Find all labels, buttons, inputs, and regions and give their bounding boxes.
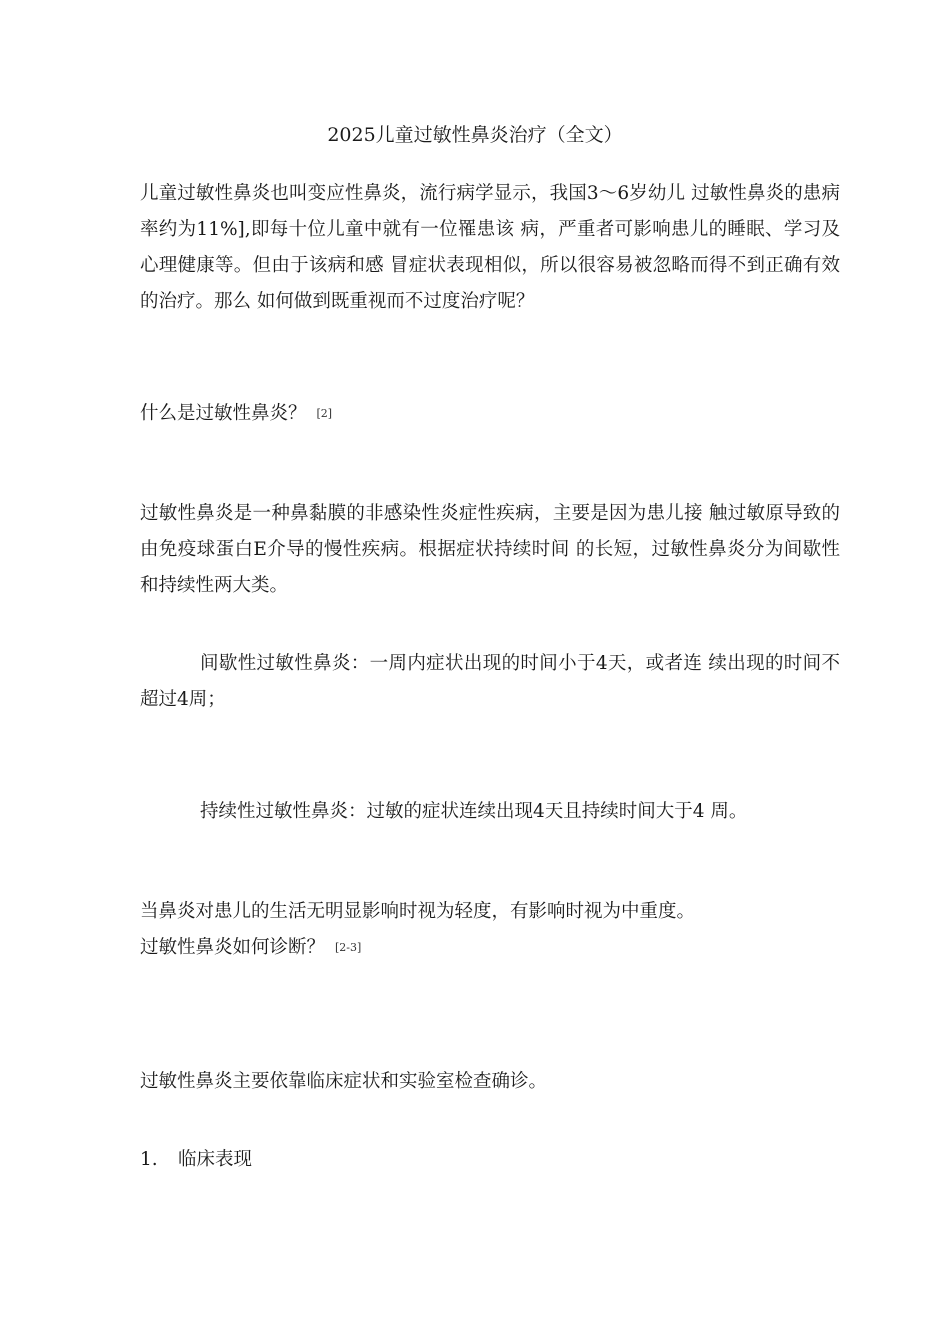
document-title: 2025儿童过敏性鼻炎治疗（全文） [327,124,623,146]
intermittent-paragraph: 间歇性过敏性鼻炎：一周内症状出现的时间小于4天，或者连 续出现的时间不超过4周； [140,653,840,710]
reference-marker: [2] [316,407,333,420]
definition-paragraph: 过敏性鼻炎是一种鼻黏膜的非感染性炎症性疾病，主要是因为患儿接 触过敏原导致的由免疫球蛋白E介导的慢性疾病。根据症状持续时间 的长短，过敏性鼻炎分为间歇性和持续性两大类。 [140,503,840,596]
section-heading-text: 什么是过敏性鼻炎？ [140,403,307,424]
list-item-clinical [140,1146,840,1174]
intro-paragraph: 儿童过敏性鼻炎也叫变应性鼻炎，流行病学显示，我国3〜6岁幼儿 过敏性鼻炎的患病率约为11%],即每十位儿童中就有一位罹患该 病，严重者可影响患儿的睡眠、学习及心理健康等。但由于该病和感 冒症状表现相似，所以很容易被忽略而得不到正确有效的治疗。那么 如何做到既重视而不过度治疗呢？ [140,183,840,312]
reference-marker: [2-3] [335,941,362,954]
diagnosis-paragraph: 过敏性鼻炎主要依靠临床症状和实验室检查确诊。 [140,1071,548,1092]
section-heading-what-is [140,400,840,428]
list-number: 1. [140,1149,158,1170]
persistent-paragraph: 持续性过敏性鼻炎：过敏的症状连续出现4天且持续时间大于4 周。 [200,801,748,822]
section-heading-diagnosis [140,934,840,962]
list-item-label: 临床表现 [178,1149,253,1170]
severity-paragraph: 当鼻炎对患儿的生活无明显影响时视为轻度，有影响时视为中重度。 [140,901,696,922]
section-heading-text: 过敏性鼻炎如何诊断？ [140,937,326,958]
